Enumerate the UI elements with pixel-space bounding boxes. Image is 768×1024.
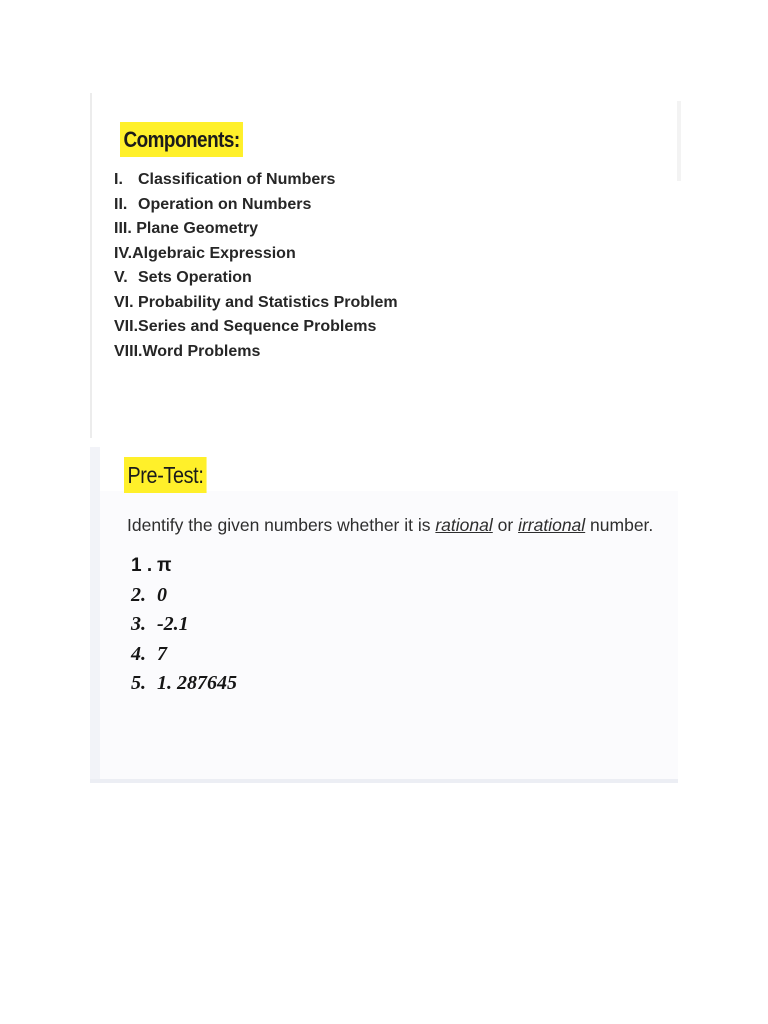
panel-edge [677,101,681,181]
item-label: Plane Geometry [136,220,259,237]
item-value: 7 [157,642,167,665]
item-label: Sets Operation [138,269,252,286]
pretest-instruction [127,515,653,536]
item-value: 1. 287645 [157,672,237,694]
item-number: II. [114,195,128,213]
item-number: V. [114,269,128,286]
instruction-text: number. [585,515,654,535]
item-label: Operation on Numbers [138,195,312,213]
pretest-item-4 [131,640,237,670]
item-label: Classification of Numbers [138,171,336,188]
item-number: III. [114,220,132,237]
components-item-2 [114,193,398,218]
components-item-6 [114,291,398,316]
item-label: Series and Sequence Problems [138,318,377,335]
instruction-text: or [492,515,519,535]
item-number: VI. [114,293,134,311]
components-list [114,168,398,364]
item-number: VII. [114,318,139,335]
pretest-item-3 [131,610,237,640]
item-value: π [157,555,172,576]
rational-term: rational [435,515,493,535]
pretest-panel [90,447,678,783]
item-number: I. [114,171,123,188]
instruction-text: Identify the given numbers whether it is [127,515,436,535]
components-item-5 [114,266,398,291]
components-item-4 [114,242,398,267]
item-number: VIII. [114,342,143,360]
item-label: Probability and Statistics Problem [138,293,398,311]
irrational-term: irrational [518,515,586,535]
panel-left-border [90,447,100,783]
components-panel [90,93,677,438]
pretest-item-1 [131,551,237,581]
components-item-1 [114,168,398,193]
pretest-item-2 [131,581,237,611]
panel-bottom-border [90,779,678,783]
item-number: 3. [131,613,146,635]
components-item-7 [114,315,398,340]
item-number: 4. [131,642,146,665]
item-number: 5. [131,672,146,694]
components-item-8 [114,340,398,365]
components-title: Components: [120,122,243,157]
components-item-3 [114,217,398,242]
pretest-title: Pre-Test: [124,457,207,493]
item-label: Word Problems [142,342,261,360]
item-value: -2.1 [157,613,189,635]
item-number: 1 . [131,555,153,576]
item-number: 2. [131,583,146,606]
item-number: IV. [114,244,133,262]
item-label: Algebraic Expression [132,244,296,262]
pretest-item-5 [131,669,237,699]
pretest-list [131,551,237,699]
item-value: 0 [157,583,167,606]
